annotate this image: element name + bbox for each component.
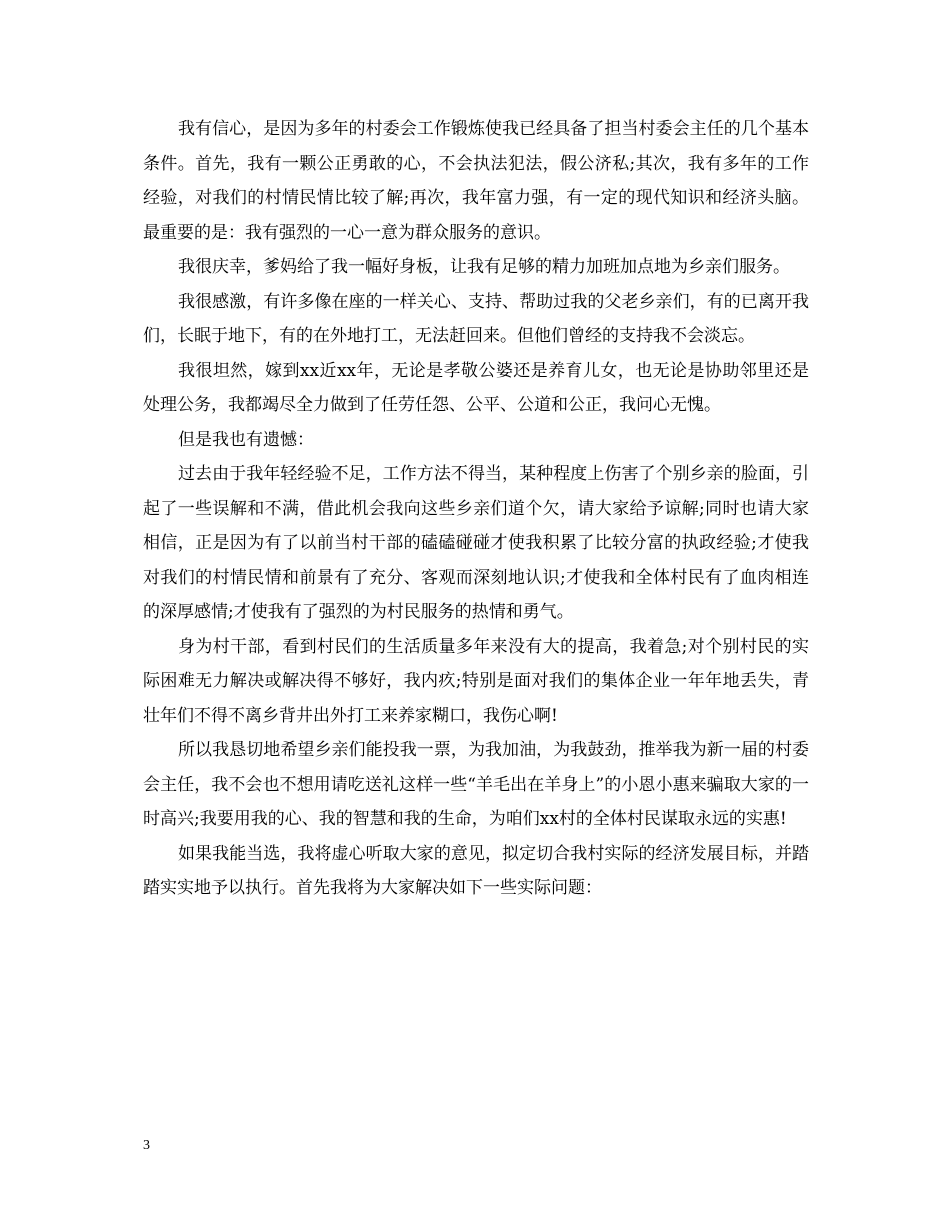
paragraph-3: 我很感激，有许多像在座的一样关心、支持、帮助过我的父老乡亲们，有的已离开我们，长眠于地下，有的在外地打工，无法赶回来。但他们曾经的支持我不会淡忘。 xyxy=(143,291,809,346)
paragraph-7: 身为村干部，看到村民们的生活质量多年来没有大的提高，我着急;对个别村民的实际困难无力解决或解决得不够好，我内疚;特别是面对我们的集体企业一年年地丢失，青壮年们不得不离乡背井出外打工来养家糊口，我伤心啊! xyxy=(143,636,809,726)
paragraph-2: 我很庆幸，爹妈给了我一幅好身板，让我有足够的精力加班加点地为乡亲们服务。 xyxy=(178,257,790,277)
page-number: 3 xyxy=(143,1138,150,1153)
paragraph-1: 我有信心，是因为多年的村委会工作锻炼使我已经具备了担当村委会主任的几个基本条件。首先，我有一颗公正勇敢的心，不会执法犯法，假公济私;其次，我有多年的工作经验，对我们的村情民情比较了解;再次，我年富力强，有一定的现代知识和经济头脑。最重要的是：我有强烈的一心一意为群众服务的意识。 xyxy=(143,119,809,243)
paragraph-6: 过去由于我年轻经验不足，工作方法不得当，某种程度上伤害了个别乡亲的脸面，引起了一些误解和不满，借此机会我向这些乡亲们道个欠，请大家给予谅解;同时也请大家相信，正是因为有了以前当村干部的磕磕碰碰才使我积累了比较分富的执政经验;才使我对我们的村情民情和前景有了充分、客观而深刻地认识;才使我和全体村民有了血肉相连的深厚感情;才使我有了强烈的为村民服务的热情和勇气。 xyxy=(143,464,809,622)
paragraph-9: 如果我能当选，我将虚心听取大家的意见，拟定切合我村实际的经济发展目标，并踏踏实实地予以执行。首先我将为大家解决如下一些实际问题： xyxy=(143,843,809,898)
body-text xyxy=(143,112,809,906)
paragraph-8: 所以我恳切地希望乡亲们能投我一票，为我加油，为我鼓劲，推举我为新一届的村委会主任，我不会也不想用请吃送礼这样一些“羊毛出在羊身上”的小恩小惠来骗取大家的一时高兴;我要用我的心、我的智慧和我的生命，为咱们xx村的全体村民谋取永远的实惠! xyxy=(143,740,809,829)
paragraph-5: 但是我也有遗憾： xyxy=(178,429,314,450)
paragraph-4: 我很坦然，嫁到xx近xx年，无论是孝敬公婆还是养育儿女，也无论是协助邻里还是处理公务，我都竭尽全力做到了任劳任怨、公平、公道和公正，我问心无愧。 xyxy=(143,360,809,415)
